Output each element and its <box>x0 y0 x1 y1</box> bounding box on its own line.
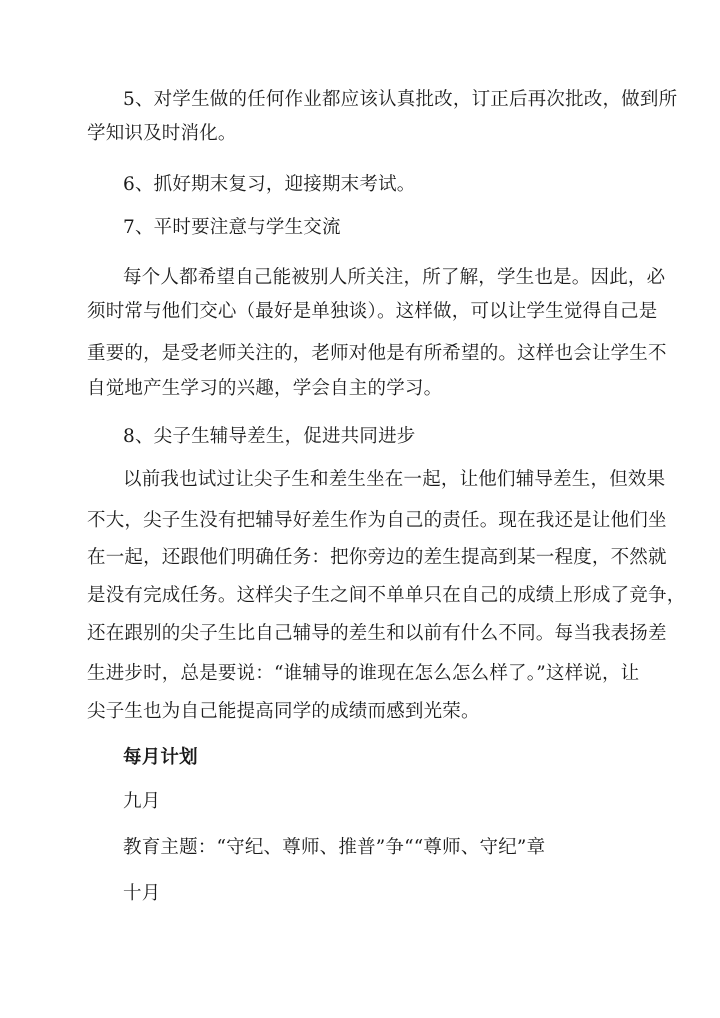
item-7-heading: 7、平时要注意与学生交流 <box>123 217 341 238</box>
para-2-line-6: 生进步时，总是要说：“谁辅导的谁现在怎么怎么样了。”这样说，让 <box>87 663 640 684</box>
month-september: 九月 <box>123 791 161 812</box>
para-2-line-1: 以前我也试过让尖子生和差生坐在一起，让他们辅导差生，但效果 <box>123 469 666 490</box>
month-october: 十月 <box>123 883 161 904</box>
item-8-heading: 8、尖子生辅导差生，促进共同进步 <box>123 426 416 447</box>
para-1-line-4: 自觉地产生学习的兴趣，学会自主的学习。 <box>87 378 443 399</box>
education-theme: 教育主题：“守纪、尊师、推普”争““尊师、守纪”章 <box>123 837 546 858</box>
para-1-line-3: 重要的，是受老师关注的，老师对他是有所希望的。这样也会让学生不 <box>87 343 667 364</box>
item-6: 6、抓好期末复习，迎接期末考试。 <box>123 174 416 195</box>
para-2-line-5: 还在跟别的尖子生比自己辅导的差生和以前有什么不同。每当我表扬差 <box>87 623 667 644</box>
para-2-line-3: 在一起，还跟他们明确任务：把你旁边的差生提高到某一程度，不然就 <box>87 547 667 568</box>
para-2-line-2: 不大，尖子生没有把辅导好差生作为自己的责任。现在我还是让他们坐 <box>87 510 667 531</box>
para-2-line-4: 是没有完成任务。这样尖子生之间不单单只在自己的成绩上形成了竞争， <box>87 585 686 606</box>
monthly-plan-heading: 每月计划 <box>123 747 198 768</box>
item-5-line-1: 5、对学生做的任何作业都应该认真批改，订正后再次批改，做到所 <box>123 89 678 110</box>
para-2-line-7: 尖子生也为自己能提高同学的成绩而感到光荣。 <box>87 701 480 722</box>
para-1-line-1: 每个人都希望自己能被别人所关注，所了解，学生也是。因此，必 <box>123 267 666 288</box>
para-1-line-2: 须时常与他们交心（最好是单独谈）。这样做，可以让学生觉得自己是 <box>87 301 658 322</box>
item-5-line-2: 学知识及时消化。 <box>87 123 237 144</box>
